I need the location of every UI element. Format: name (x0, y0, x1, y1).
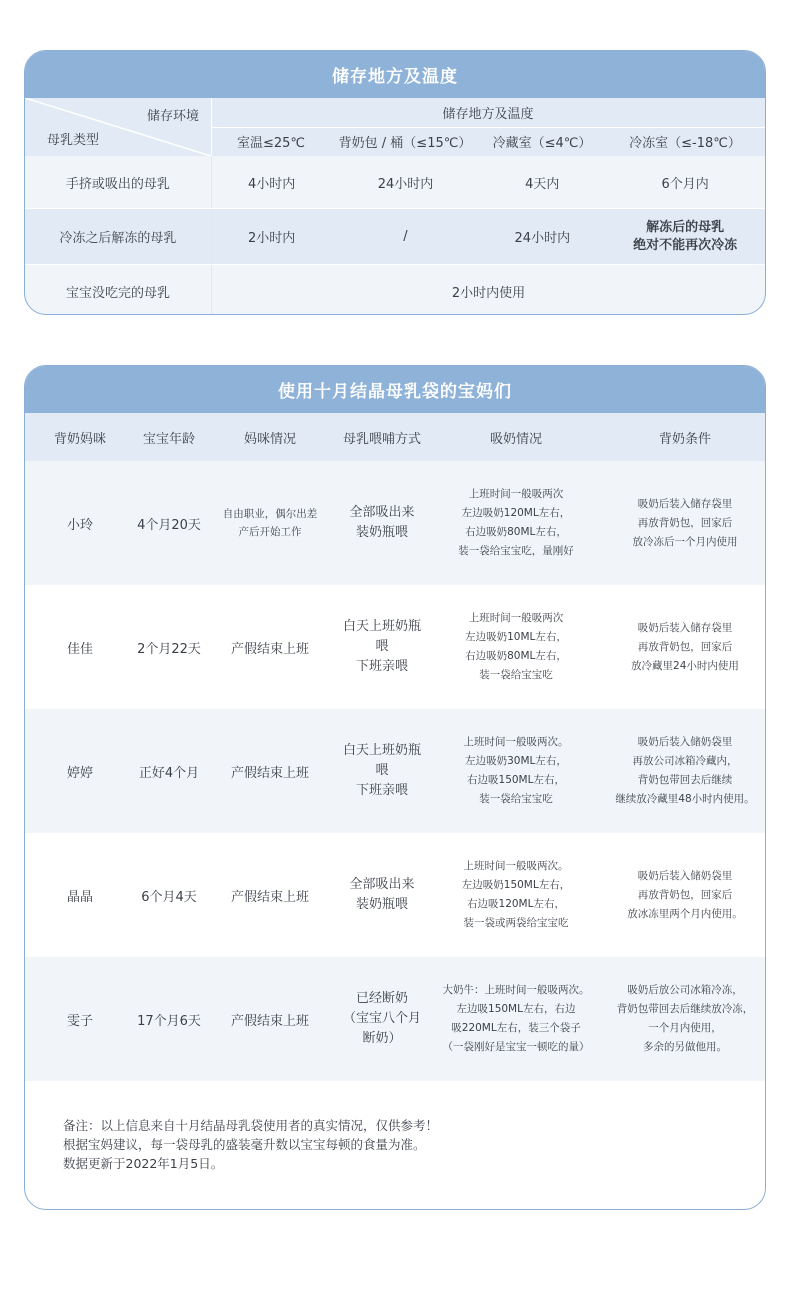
feeding-method (337, 709, 427, 833)
mom-situation (203, 461, 337, 585)
pumping-info-line: 右边吸150ML左右， (467, 774, 565, 786)
storage-conditions-line: 放冰冻里两个月内使用。 (627, 907, 743, 920)
mom-name: 雯子 (66, 1013, 93, 1029)
storage-conditions-line: 吸奶后装入储奶袋里 (637, 869, 733, 882)
col-feeding: 母乳喂哺方式 (342, 431, 421, 447)
feeding-method-line: 白天上班奶瓶喂 (342, 743, 421, 778)
feeding-method (337, 957, 427, 1081)
feeding-method (337, 461, 427, 585)
storage-row (25, 156, 765, 209)
col-mom: 背奶妈咪 (53, 431, 106, 447)
mom-situation-line: 产假结束上班 (230, 765, 309, 781)
storage-conditions-line: 再放背奶包，回家后 (637, 640, 733, 653)
mom-name: 婷婷 (66, 765, 93, 781)
corner-environment-label: 储存环境 (146, 109, 199, 124)
storage-conditions (605, 833, 765, 957)
feeding-method-line: 白天上班奶瓶喂 (342, 619, 421, 654)
feeding-method-line: 装奶瓶喂 (355, 525, 408, 540)
storage-conditions-line: 吸奶后放公司冰箱冷冻， (627, 984, 743, 996)
col-conditions: 背奶条件 (658, 431, 711, 447)
baby-age: 2个月22天 (137, 641, 201, 657)
cell: / (403, 229, 408, 244)
mom-situation (203, 957, 337, 1081)
storage-conditions-line: 继续放冷藏里48小时内使用。 (615, 793, 755, 805)
storage-conditions-line: 再放背奶包，回家后 (637, 516, 733, 529)
note-line: 根据宝妈建议，每一袋母乳的盛装毫升数以宝宝每顿的食量为准。 (63, 1137, 426, 1152)
pumping-info-line: 左边吸奶30ML左右， (465, 755, 567, 767)
pumping-info-line: 装一袋给宝宝吃，量刚好 (458, 545, 574, 557)
col-freezer: 冷冻室（≤-18℃） (629, 136, 741, 151)
milk-type: 手挤或吸出的母乳 (25, 156, 212, 208)
span-cell: 2小时内使用 (451, 285, 526, 301)
storage-conditions (605, 585, 765, 709)
storage-conditions-line: 吸奶后装入储奶袋里 (637, 736, 733, 748)
feeding-method (337, 585, 427, 709)
storage-conditions-line: 再放公司冰箱冷藏内， (632, 755, 738, 767)
feeding-method-line: 下班亲喂 (355, 783, 408, 798)
storage-conditions-line: 再放背奶包，回家后 (637, 888, 733, 901)
feeding-method-line: 已经断奶 (355, 991, 408, 1006)
warning-line: 解冻后的母乳 (646, 219, 725, 235)
storage-title: 储存地方及温度 (25, 51, 765, 98)
storage-conditions-line: 吸奶后装入储存袋里 (637, 621, 733, 634)
col-pumping: 吸奶情况 (489, 431, 542, 447)
mom-name: 晶晶 (66, 889, 93, 905)
mom-situation (203, 585, 337, 709)
storage-conditions-line: 放冷冻后一个月内使用 (632, 535, 738, 548)
feeding-method-line: 全部吸出来 (349, 505, 415, 520)
location-columns (211, 127, 765, 156)
pumping-info-line: 上班时间一般吸两次。 (463, 736, 569, 748)
baby-age: 17个月6天 (137, 1013, 201, 1029)
mom-name: 佳佳 (66, 641, 93, 657)
milk-type: 宝宝没吃完的母乳 (25, 265, 212, 315)
pumping-info (427, 461, 605, 585)
warning-line: 绝对不能再次冷冻 (633, 237, 738, 253)
users-panel (24, 365, 766, 1210)
baby-age: 6个月4天 (141, 889, 197, 905)
col-fridge: 冷藏室（≤4℃） (492, 136, 592, 151)
col-age: 宝宝年龄 (142, 431, 195, 447)
col-situation: 妈咪情况 (243, 431, 296, 447)
storage-conditions-line: 背奶包带回去后继续 (637, 774, 733, 786)
storage-conditions-line: 放冷藏里24小时内使用 (631, 659, 739, 672)
pumping-info (427, 957, 605, 1081)
corner-cell (25, 98, 212, 156)
table-row (25, 833, 765, 957)
cell: 4天内 (525, 176, 560, 192)
storage-table (25, 98, 765, 315)
storage-panel (24, 50, 766, 315)
pumping-info-line: 左边吸奶150ML左右， (461, 879, 571, 891)
col-room-temp: 室温≤25℃ (236, 136, 306, 151)
warning-cell (605, 209, 765, 264)
storage-row (25, 209, 765, 265)
mom-situation (203, 833, 337, 957)
corner-type-label: 母乳类型 (47, 133, 100, 148)
feeding-method-line: 装奶瓶喂 (355, 897, 408, 912)
baby-age: 4个月20天 (137, 517, 201, 533)
pumping-info-line: 右边吸奶80ML左右， (465, 650, 567, 662)
table-row (25, 957, 765, 1081)
storage-conditions (605, 709, 765, 833)
pumping-info-line: 左边吸奶10ML左右， (465, 631, 567, 643)
pumping-info-line: 装一袋或两袋给宝宝吃 (463, 917, 569, 929)
storage-conditions-line: 吸奶后装入储存袋里 (637, 497, 733, 510)
cell: 24小时内 (377, 176, 434, 192)
storage-conditions-line: 背奶包带回去后继续放冷冻， (616, 1003, 754, 1015)
feeding-method-line: （宝宝八个月断奶） (342, 1011, 421, 1046)
table-row (25, 709, 765, 833)
milk-type: 冷冻之后解冻的母乳 (25, 209, 212, 264)
users-header (25, 413, 765, 461)
table-row (25, 461, 765, 585)
feeding-method (337, 833, 427, 957)
pumping-info-line: 右边吸奶80ML左右， (465, 526, 567, 538)
storage-conditions (605, 461, 765, 585)
note-line: 数据更新于2022年1月5日。 (63, 1156, 224, 1171)
notes (63, 1116, 438, 1173)
mom-situation-line: 自由职业，偶尔出差 (222, 508, 318, 520)
location-header: 储存地方及温度 (211, 98, 765, 128)
mom-situation (203, 709, 337, 833)
mom-situation-line: 产假结束上班 (230, 641, 309, 657)
storage-conditions-line: 多余的另做他用。 (643, 1041, 727, 1053)
table-row (25, 585, 765, 709)
mom-situation-line: 产后开始工作 (238, 526, 302, 538)
cell: 6个月内 (661, 176, 709, 192)
pumping-info-line: 上班时间一般吸两次 (468, 612, 564, 624)
pumping-info-line: 装一袋给宝宝吃 (479, 669, 553, 681)
storage-conditions-line: 一个月内使用， (648, 1022, 722, 1034)
feeding-method-line: 全部吸出来 (349, 877, 415, 892)
storage-header (25, 98, 765, 156)
feeding-method-line: 下班亲喂 (355, 659, 408, 674)
baby-age: 正好4个月 (138, 765, 200, 781)
pumping-info-line: 上班时间一般吸两次 (468, 488, 564, 500)
pumping-info (427, 833, 605, 957)
users-rows (25, 461, 765, 1081)
cell: 24小时内 (514, 231, 571, 246)
users-title: 使用十月结晶母乳袋的宝妈们 (25, 366, 765, 413)
pumping-info-line: 大奶牛：上班时间一般吸两次。 (442, 984, 590, 996)
col-cooler-bag: 背奶包 / 桶（≤15℃） (338, 136, 472, 151)
pumping-info-line: 装一袋给宝宝吃 (479, 793, 553, 805)
pumping-info-line: 右边吸120ML左右， (467, 898, 565, 910)
mom-name: 小玲 (66, 517, 93, 533)
storage-conditions (605, 957, 765, 1081)
note-line: 备注：以上信息来自十月结晶母乳袋使用者的真实情况，仅供参考！ (63, 1118, 439, 1133)
pumping-info-line: 上班时间一般吸两次。 (463, 860, 569, 872)
storage-row (25, 265, 765, 315)
pumping-info-line: （一袋刚好是宝宝一顿吃的量） (442, 1041, 590, 1053)
cell: 2小时内 (248, 231, 296, 246)
mom-situation-line: 产假结束上班 (230, 889, 309, 905)
mom-situation-line: 产假结束上班 (230, 1013, 309, 1029)
pumping-info (427, 585, 605, 709)
pumping-info-line: 吸220ML左右，装三个袋子 (451, 1022, 581, 1034)
cell: 4小时内 (248, 176, 296, 192)
pumping-info (427, 709, 605, 833)
pumping-info-line: 左边吸150ML左右，右边 (456, 1003, 576, 1015)
pumping-info-line: 左边吸奶120ML左右， (461, 507, 571, 519)
